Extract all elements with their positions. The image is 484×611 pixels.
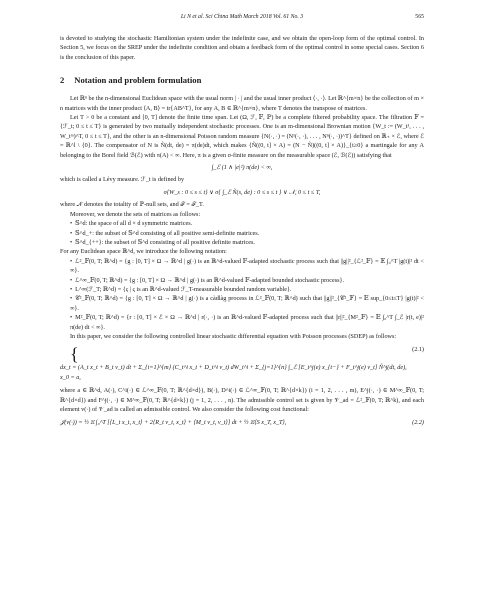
article-body (60, 34, 424, 432)
paragraph-null-sets: where 𝒩 denotes the totality of ℙ-null sets, and ℱ = ℱ_T. (60, 201, 204, 209)
list-item: • ℒ^∞_𝔽(0, T; ℝ^d) = {g : [0, T] × Ω → ℝ^d | g(·) is an ℝ^d-valued 𝔽-adapted bounded stochastic process}. (60, 276, 424, 285)
list-item: • ℒ²_𝔽(0, T; ℝ^d) = {g : [0, T] × Ω → ℝ^d | g(·) is an ℝ^d-valued 𝔽-adapted stochastic process such that ||g||²_{ℒ²_𝔽} = 𝔼 ∫₀^T |g(t)|² dt < ∞}. (60, 257, 424, 276)
sdep-line-2: x_0 = a, (60, 373, 81, 381)
page-number: 565 (415, 14, 424, 20)
equation-number: (2.2) (412, 419, 424, 427)
equation-sdep (60, 345, 424, 382)
list-item: • 𝕊^d_+: the subset of 𝕊^d consisting of all positive semi-definite matrices. (60, 229, 424, 238)
cost-functional-formula: 𝒥(v(·)) = ½ 𝔼 ∫₀^T [⟨L_t x_t, x_t⟩ + 2⟨R_t v_t, x_t⟩ + ⟨M_t v_t, v_t⟩] dt + ½ 𝔼⟨S x_T, x_T⟩, (60, 419, 287, 427)
list-item: • L^∞(ℱ_T; ℝ^d) = {ς | ς is an ℝ^d-valued ℱ_T-measurable bounded random variable}. (60, 285, 424, 294)
list-item: • 𝕊^d: the space of all d × d symmetric matrices. (60, 219, 424, 228)
intro-paragraph: is devoted to studying the stochastic Hamiltonian system under the indefinite case, and we obtain the open-loop form of the optimal control. In Section 5, we focus on the SREP under the indefinite condition and obtain a feedback form of the optimal control in some special cases. Section 6 is the conclusion of this paper. (60, 35, 424, 61)
equation-levy-condition: ∫_ℰ (1 ∧ |e|²) π(de) < ∞, (211, 164, 273, 172)
matrix-set-list (60, 219, 424, 247)
running-header (60, 14, 424, 24)
paragraph-levy-measure: which is called a Lévy measure. ℱ_t is defined by (60, 176, 185, 184)
running-title: Li N et al. Sci China Math March 2018 Vol. 61 No. 3 (180, 14, 304, 20)
sdep-line-1: dx_t = (A_t x_t + B_t v_t) dt + Σ_{i=1}^{m} (C_t^i x_t + D_t^i v_t) dW_t^i + Σ_{j=1}^{n} ∫_ℰ [E_t^j(e) x_{t−} + F_t^j(e) v_t] Ñ^j(dt, de), (60, 364, 407, 372)
paragraph-notation: Let ℝⁿ be the n-dimensional Euclidean space with the usual norm | · | and the usual inner product ⟨·, ·⟩. Let ℝ^{m×n} be the collection of m × n matrices with the inner product ⟨A, B⟩ = tr{AB^T}, for any A, B ∈ ℝ^{m×n}, where T denotes the transpose of matrices. (60, 95, 424, 112)
list-item: • 𝒞²_𝔽(0, T; ℝ^d) = {g : [0, T] × Ω → ℝ^d | g(·) is a càdlàg process in ℒ²_𝔽(0, T; ℝ^d) such that ||g||²_{𝒞²_𝔽} = 𝔼 sup_{0≤t≤T} |g(t)|² < ∞}. (60, 294, 424, 313)
paragraph-matrix-sets: Moreover, we denote the sets of matrices as follows: (70, 210, 201, 218)
paragraph-sdep-intro: In this paper, we consider the following controlled linear stochastic differential equation with Poisson processes (SDEP) as follows: (70, 332, 397, 340)
section-title: Notation and problem formulation (74, 75, 202, 86)
section-heading (60, 75, 424, 86)
notation-list (60, 257, 424, 332)
equation-filtration: σ{W_s : 0 ≤ s ≤ t} ∨ σ{ ∫_ℰ Ñ(s, de) : 0 ≤ s ≤ t } ∨ 𝒩, 0 ≤ t ≤ T, (163, 188, 321, 196)
paragraph-notation-intro: For any Euclidean space ℝ^d, we introduce the following notation: (60, 248, 227, 256)
equation-cost-functional (60, 418, 424, 427)
equation-number: (2.1) (412, 346, 424, 354)
list-item: • 𝕊^d_{++}: the subset of 𝕊^d consisting of all positive definite matrices. (60, 238, 424, 247)
left-brace: { (70, 344, 79, 365)
list-item: • M²_𝔽(0, T; ℝ^d) = {r : [0, T] × ℰ × Ω → ℝ^d | r(·, ·) is an ℝ^d-valued 𝔽-adapted process such that ||r||²_{M²_𝔽} = 𝔼 ∫₀^T ∫_ℰ |r(t, e)|² π(de) dt < ∞}. (60, 313, 424, 332)
paragraph-coefficients: where a ∈ ℝ^d, A(·), C^i(·) ∈ ℒ^∞_𝔽(0, T; ℝ^{d×d}), B(·), D^i(·) ∈ ℒ^∞_𝔽(0, T; ℝ^{d×k}) (i = 1, 2, . . . , m), E^j(·, ·) ∈ M^∞_𝔽(0, T; ℝ^{d×d}) and F^j(·, ·) ∈ M^∞_𝔽(0, T; ℝ^{d×k}) (j = 1, 2, . . . , n). The admissible control set is given by 𝒱_ad = ℒ²_𝔽(0, T; ℝ^k), and each element v(·) of 𝒱_ad is called an admissible control. We also consider the following cost functional: (60, 387, 424, 413)
section-number: 2 (60, 75, 65, 86)
paragraph-probability-space: Let T > 0 be a constant and [0, T] denote the finite time span. Let (Ω, ℱ, 𝔽, ℙ) be a complete filtered probability space. The filtration 𝔽 = {ℱ_t; 0 ≤ t ≤ T} is generated by two mutually independent stochastic processes. One is an m-dimensional Brownian motion {W_t := (W_t¹, . . . , W_tᵐ)^T, 0 ≤ t ≤ T}, and the other is an n-dimensional Poisson random measure {N(·, ·) = (N¹(·, ·), . . . , Nⁿ(·, ·))^T} defined on ℝ₊ × ℰ, where ℰ = ℝ^l \ {0}. The compensator of N is Ñ(dt, de) = π(de)dt, which makes {Ñ((0, t] × A) = (N − Ñ)((0, t] × A)}_{t≥0} a martingale for any A belonging to the Borel field ℬ(ℰ) with π(A) < ∞. Here, π is a given σ-finite measure on the measurable space (ℰ, ℬ(ℰ)) satisfying that (60, 114, 424, 159)
